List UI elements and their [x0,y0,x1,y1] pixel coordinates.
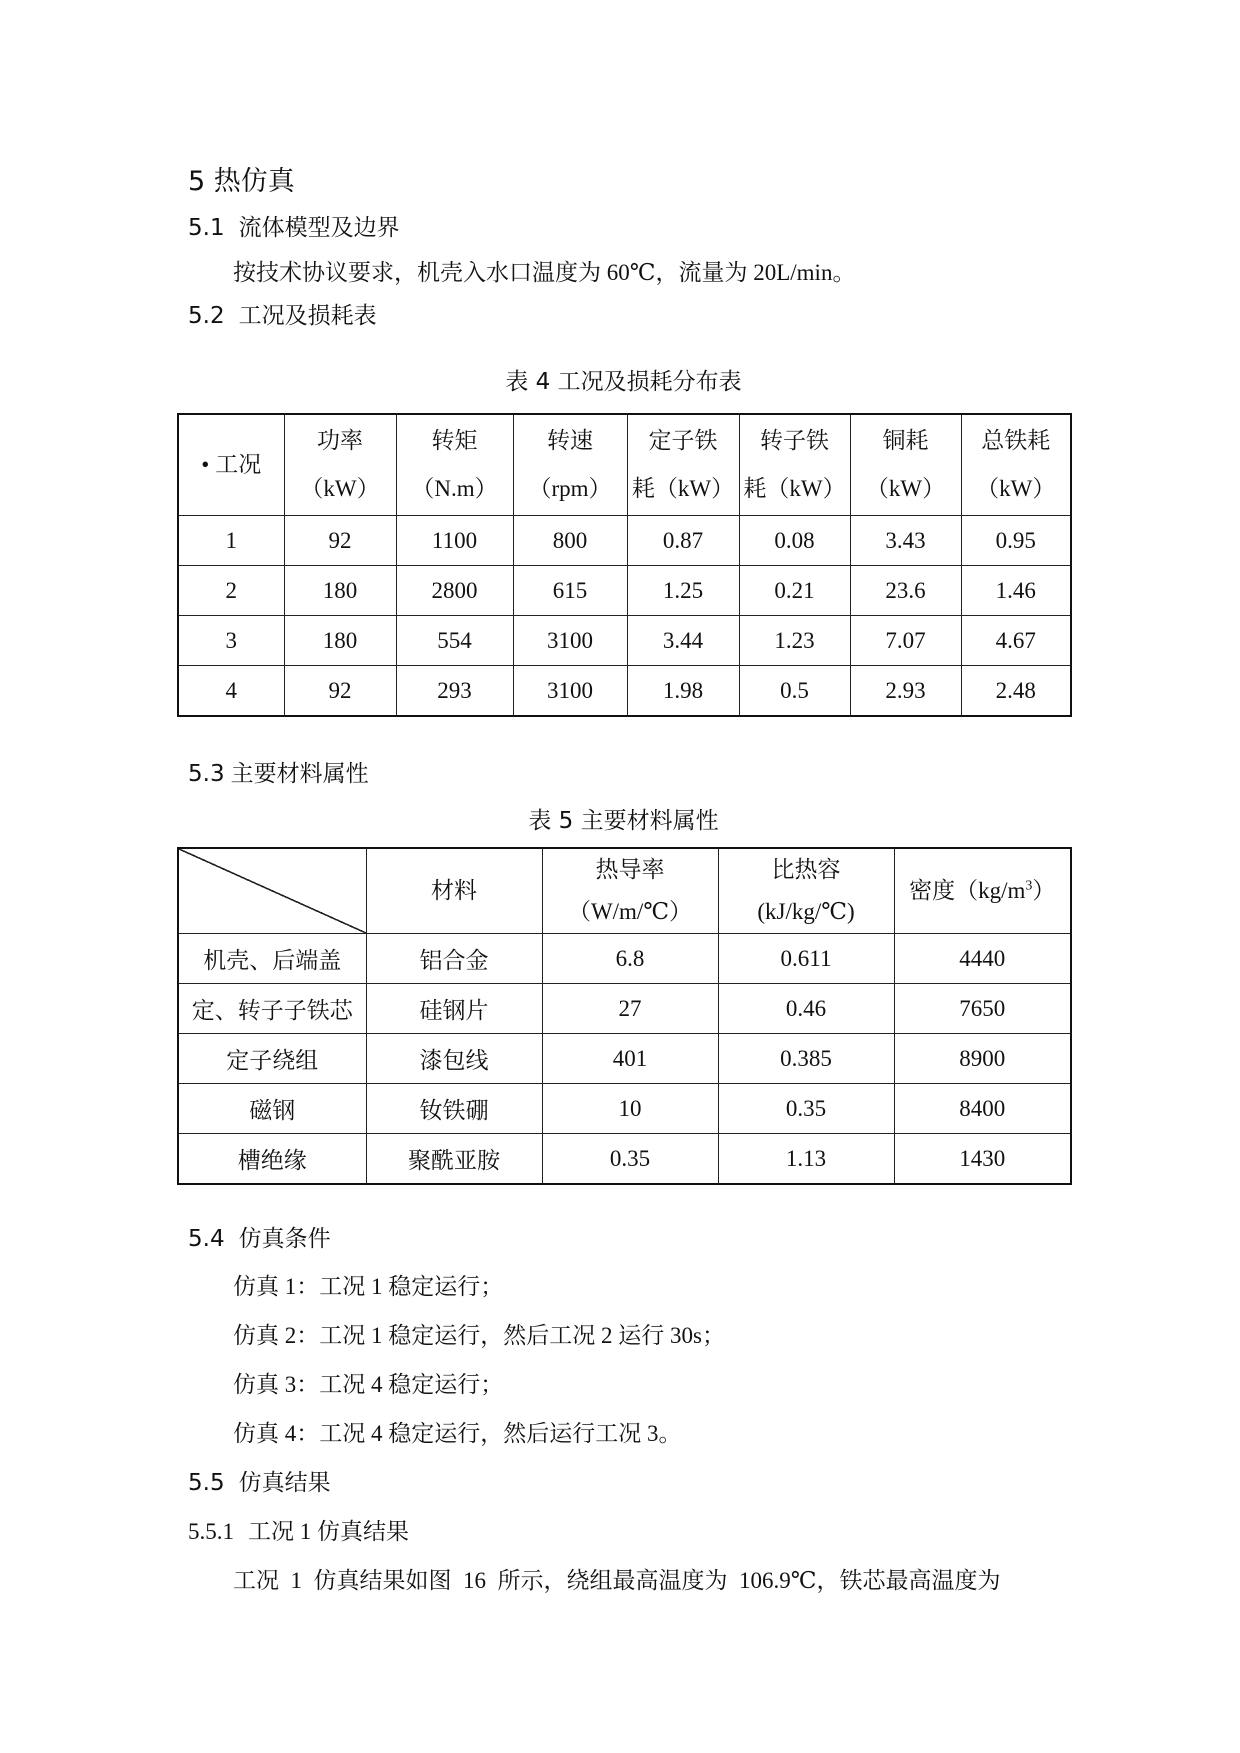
table-cell: 1 [178,516,284,566]
table-cell: 2.93 [850,666,961,717]
section-heading-5-2 [188,299,377,333]
table-cell: 1.13 [718,1134,894,1185]
table-cell: 2 [178,566,284,616]
table-cell: 615 [513,566,627,616]
table-cell: 定子绕组 [178,1034,366,1084]
simulation-condition-4: 仿真 4：工况 4 稳定运行，然后运行工况 3。 [233,1421,682,1446]
table-row [178,1134,1071,1185]
header-cell: • 工况 [178,414,284,516]
table-cell: 180 [284,616,396,666]
section-title: 流体模型及边界 [238,215,400,241]
table-cell: 3.44 [627,616,739,666]
section-title: 工况及损耗表 [238,303,377,329]
simulation-condition-3: 仿真 3：工况 4 稳定运行； [233,1372,504,1397]
paragraph-result-condition-1: 工况 1 仿真结果如图 16 所示，绕组最高温度为 106.9℃，铁芯最高温度为 [233,1568,1001,1593]
table-cell: 0.21 [739,566,850,616]
section-number: 5.3 [188,761,225,787]
section-heading-5-3 [188,757,369,791]
table-cell: 钕铁硼 [366,1084,542,1134]
table-cell: 3100 [513,616,627,666]
section-title: 仿真条件 [238,1226,331,1252]
section-number: 5.5 [188,1470,225,1496]
section-number: 5.2 [188,303,225,329]
simulation-condition-2: 仿真 2：工况 1 稳定运行，然后工况 2 运行 30s； [233,1323,725,1348]
header-cell: 转子铁 耗（kW） [739,414,850,516]
table-cell: 92 [284,516,396,566]
table-cell: 2800 [396,566,513,616]
header-cell: 密度$(kg/m^3)$ [894,848,1071,934]
section-number: 5.4 [188,1226,225,1252]
table-cell: 1.46 [961,566,1071,616]
table-cell: 1100 [396,516,513,566]
table-cell: 0.35 [542,1134,718,1185]
table-row [178,566,1071,616]
section-title: 主要材料属性 [230,761,369,787]
table-cell: 0.35 [718,1084,894,1134]
section-number: 5.5.1 [188,1519,234,1544]
table-cell: 8900 [894,1034,1071,1084]
table-header-row [178,414,1071,516]
table-cell: 401 [542,1034,718,1084]
table-cell: 7.07 [850,616,961,666]
table-cell: 4 [178,666,284,717]
simulation-condition-1: 仿真 1：工况 1 稳定运行； [233,1274,504,1299]
section-heading-5-1 [188,211,400,245]
table-cell: 铝合金 [366,934,542,984]
table-cell: 机壳、后端盖 [178,934,366,984]
table-5-caption: 表 5 主要材料属性 [528,808,719,834]
table-4-caption: 表 4 工况及损耗分布表 [505,369,742,395]
table-row [178,616,1071,666]
table-cell: 8400 [894,1084,1071,1134]
table-cell: 定、转子子铁芯 [178,984,366,1034]
section-heading-5: 5 热仿真 [188,166,295,197]
header-cell: 转矩 （N.m） [396,414,513,516]
table-cell: 2.48 [961,666,1071,717]
section-heading-5-5-1 [188,1515,409,1549]
table-cell: 3100 [513,666,627,717]
table-cell: 4.67 [961,616,1071,666]
bullet-icon: • [201,452,210,477]
table-cell: 3.43 [850,516,961,566]
header-cell: 铜耗 （kW） [850,414,961,516]
table-cell: 293 [396,666,513,717]
table-row [178,934,1071,984]
section-title: 仿真结果 [238,1470,331,1496]
table-cell: 漆包线 [366,1034,542,1084]
table-cell: 磁钢 [178,1084,366,1134]
section-heading-5-4 [188,1222,331,1256]
header-cell: 转速 （rpm） [513,414,627,516]
section-number: 5.1 [188,215,225,241]
header-cell: 比热容 (kJ/kg/℃) [718,848,894,934]
table-row [178,1084,1071,1134]
table-cell: 554 [396,616,513,666]
table-cell: 6.8 [542,934,718,984]
table-row [178,984,1071,1034]
header-cell: 定子铁 耗（kW） [627,414,739,516]
diagonal-header-cell [178,848,366,934]
table-cell: 1.23 [739,616,850,666]
table-cell: 180 [284,566,396,616]
table-cell: 4440 [894,934,1071,984]
table-cell: 1430 [894,1134,1071,1185]
header-cell: 热导率 （W/m/℃） [542,848,718,934]
table-cell: 27 [542,984,718,1034]
table-cell: 10 [542,1084,718,1134]
table-row [178,516,1071,566]
table-cell: 1.98 [627,666,739,717]
table-cell: 0.95 [961,516,1071,566]
table-row [178,666,1071,717]
table-cell: 3 [178,616,284,666]
table-cell: 0.08 [739,516,850,566]
table-cell: 0.5 [739,666,850,717]
table-material-properties [177,847,1072,1185]
header-cell: 功率 （kW） [284,414,396,516]
table-cell: 23.6 [850,566,961,616]
table-header-row [178,848,1071,934]
table-cell: 0.385 [718,1034,894,1084]
paragraph-inlet-conditions: 按技术协议要求，机壳入水口温度为 60℃，流量为 20L/min。 [233,260,856,285]
table-cell: 槽绝缘 [178,1134,366,1185]
table-cell: 800 [513,516,627,566]
table-cell: 92 [284,666,396,717]
table-cell: 7650 [894,984,1071,1034]
header-cell: 总铁耗 （kW） [961,414,1071,516]
table-row [178,1034,1071,1084]
table-cell: 0.46 [718,984,894,1034]
table-cell: 0.611 [718,934,894,984]
table-cell: 1.25 [627,566,739,616]
section-heading-5-5 [188,1466,331,1500]
table-cell: 硅钢片 [366,984,542,1034]
table-operating-conditions-losses [177,413,1072,717]
header-cell: 材料 [366,848,542,934]
table-cell: 0.87 [627,516,739,566]
section-title: 工况 1 仿真结果 [248,1519,409,1544]
table-cell: 聚酰亚胺 [366,1134,542,1185]
